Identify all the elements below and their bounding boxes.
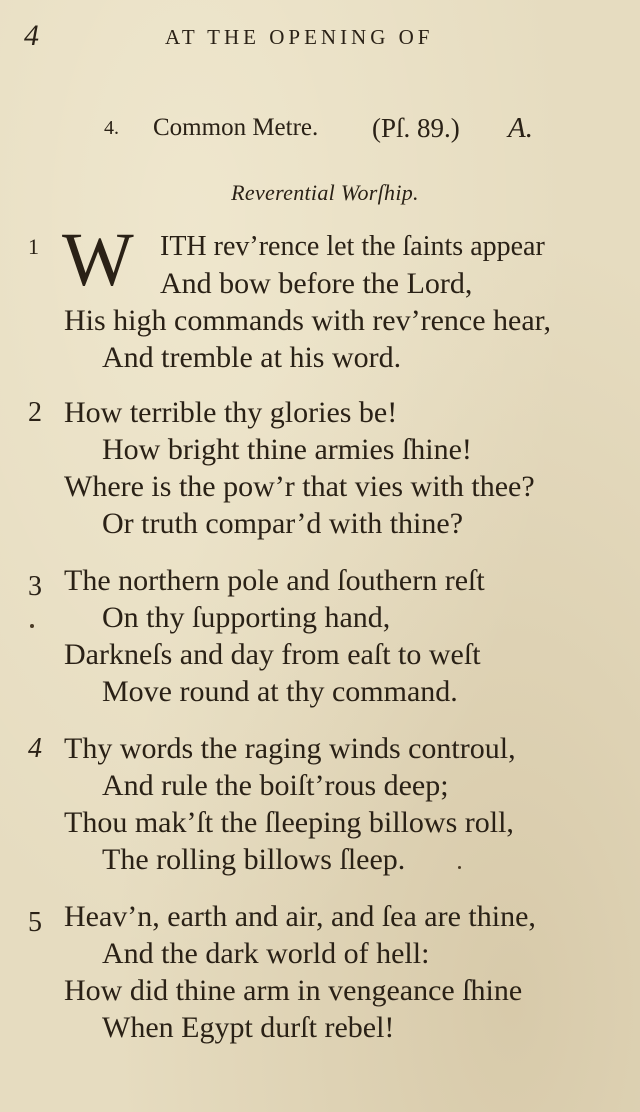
paper-speck — [30, 624, 34, 628]
stanza-line: And bow before the Lord, — [160, 267, 473, 300]
running-head — [0, 18, 640, 54]
hymn-subtitle-text: Reverential Worſhip. — [231, 180, 419, 205]
stanza-line: The northern pole and ſouthern reſt — [64, 564, 485, 597]
stanza-line: Move round at thy command. — [102, 675, 458, 708]
stanza-line: When Egypt durſt rebel! — [102, 1011, 395, 1044]
stanza-number: 1 — [28, 234, 39, 259]
stanza-line: How did thine arm in vengeance ſhine — [64, 974, 523, 1007]
stanza-line: Heav’n, earth and air, and ſea are thine, — [64, 900, 536, 933]
stanza-line: Thy words the raging winds controul, — [64, 732, 516, 765]
stanza-line: And the dark world of hell: — [102, 937, 430, 970]
stanza-line: Where is the pow’r that vies with thee? — [64, 470, 535, 503]
stanza-number: 4 — [28, 733, 42, 764]
stanza-number: 5 — [28, 907, 42, 938]
drop-cap: W — [62, 218, 132, 302]
stanza-line: Or truth compar’d with thine? — [102, 507, 464, 540]
hymn-metre: Common Metre. — [153, 114, 319, 141]
hymn-number: 4. — [104, 117, 119, 139]
stanza-number: 2 — [28, 397, 42, 428]
tune-letter: A. — [508, 112, 533, 144]
stanza-line: And rule the boiſt’rous deep; — [102, 769, 449, 802]
hymn-subtitle — [0, 178, 640, 208]
hymn-heading — [0, 110, 640, 146]
stanza-line: And tremble at his word. — [102, 341, 402, 374]
stanza-line: His high commands with rev’rence hear, — [64, 304, 551, 337]
stanza-line: On thy ſupporting hand, — [102, 601, 391, 634]
running-title: AT THE OPENING OF — [165, 25, 434, 49]
stanza-line: The rolling billows ſleep. — [102, 843, 406, 876]
stanza-line: How terrible thy glories be! — [64, 396, 398, 429]
stanza-line: How bright thine armies ſhine! — [102, 433, 472, 466]
psalm-reference: (Pſ. 89.) — [372, 113, 460, 143]
stanza-number: 3 — [28, 571, 42, 602]
stanza-line: Darkneſs and day from eaſt to weſt — [64, 638, 481, 671]
stanza-line: Thou mak’ſt the ſleeping billows roll, — [64, 806, 514, 839]
page-number: 4 — [24, 19, 39, 52]
stanza-line: ITH rev’rence let the ſaints appear — [160, 231, 545, 262]
paper-speck — [458, 866, 461, 869]
